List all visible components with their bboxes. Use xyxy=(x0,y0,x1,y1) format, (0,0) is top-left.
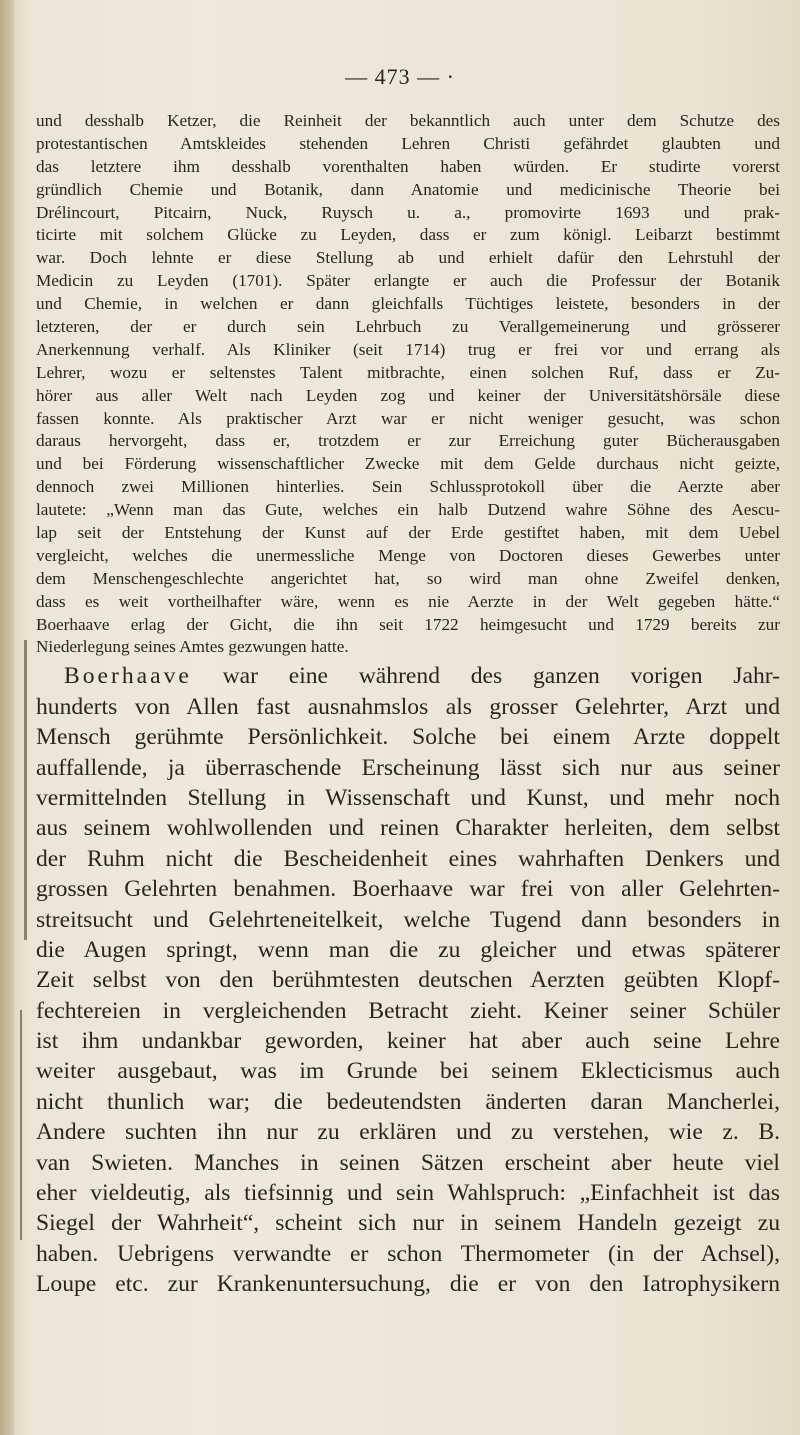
page-number: — 473 — · xyxy=(345,64,455,89)
text-line-first xyxy=(36,661,780,691)
text-line: streitsucht und Gelehrteneitelkeit, welche Tugend dann besonders in xyxy=(36,906,780,933)
large-print-paragraph xyxy=(36,661,780,1299)
spaced-name: Boerhaave xyxy=(64,663,192,690)
page-gutter xyxy=(0,0,14,1435)
text-line: Loupe etc. zur Krankenuntersuchung, die er von den Iatrophysikern xyxy=(36,1271,780,1298)
text-line: gründlich Chemie und Botanik, dann Anatomie und medicinische Theorie bei xyxy=(36,179,780,199)
text-line: Siegel der Wahrheit“, scheint sich nur in seinem Handeln gezeigt zu xyxy=(36,1210,780,1237)
text-line: der Ruhm nicht die Bescheidenheit eines wahrhaften Denkers und xyxy=(36,845,780,872)
text-line: Boerhaave erlag der Gicht, die ihn seit 1722 heimgesucht und 1729 bereits zur xyxy=(36,614,780,634)
text-line: ticirte mit solchem Glücke zu Leyden, dass er zum königl. Leibarzt bestimmt xyxy=(36,225,780,245)
text-line: fechtereien in vergleichenden Betracht zieht. Keiner seiner Schüler xyxy=(36,997,780,1024)
text-line-rest: war eine während des ganzen vorigen Jahr- xyxy=(222,663,780,690)
small-print-paragraph xyxy=(36,110,780,659)
text-line: Lehrer, wozu er seltenstes Talent mitbrachte, einen solchen Ruf, dass er Zu- xyxy=(36,362,780,382)
margin-mark xyxy=(24,640,27,940)
text-line: van Swieten. Manches in seinen Sätzen erscheint aber heute viel xyxy=(36,1149,780,1176)
text-line: Mensch gerühmte Persönlichkeit. Solche bei einem Arzte doppelt xyxy=(36,724,780,751)
text-line: auffallende, ja überraschende Erscheinung lässt sich nur aus seiner xyxy=(36,754,780,781)
page-body xyxy=(36,110,780,1300)
text-line: das letztere ihm desshalb vorenthalten haben würden. Er studirte vorerst xyxy=(36,156,780,176)
text-line: aus seinem wohlwollenden und reinen Charakter herleiten, dem selbst xyxy=(36,815,780,842)
text-line: Anerkennung verhalf. Als Kliniker (seit 1714) trug er frei vor und errang als xyxy=(36,339,780,359)
text-line: protestantischen Amtskleides stehenden Lehren Christi gefährdet glaubten und xyxy=(36,133,780,153)
text-line: fassen konnte. Als praktischer Arzt war er nicht weniger gesucht, was schon xyxy=(36,408,780,428)
text-line: Zeit selbst von den berühmtesten deutschen Aerzten geübten Klopf- xyxy=(36,967,780,994)
text-line: haben. Uebrigens verwandte er schon Thermometer (in der Achsel), xyxy=(36,1240,780,1267)
text-line: dem Menschengeschlechte angerichtet hat, so wird man ohne Zweifel denken, xyxy=(36,568,780,588)
text-line: Andere suchten ihn nur zu erklären und zu verstehen, wie z. B. xyxy=(36,1119,780,1146)
text-line: hörer aus aller Welt nach Leyden zog und keiner der Universitätshörsäle diese xyxy=(36,385,780,405)
text-line: eher vieldeutig, als tiefsinnig und sein Wahlspruch: „Einfachheit ist das xyxy=(36,1180,780,1207)
text-line: ist ihm undankbar geworden, keiner hat aber auch seine Lehre xyxy=(36,1028,780,1055)
margin-mark xyxy=(20,1010,22,1240)
text-line: nicht thunlich war; die bedeutendsten änderten daran Mancherlei, xyxy=(36,1088,780,1115)
text-line: und Chemie, in welchen er dann gleichfalls Tüchtiges leistete, besonders in der xyxy=(36,294,780,314)
text-line: lautete: „Wenn man das Gute, welches ein halb Dutzend wahre Söhne des Aescu- xyxy=(36,500,780,520)
text-line: die Augen springt, wenn man die zu gleicher und etwas späterer xyxy=(36,936,780,963)
text-line: weiter ausgebaut, was im Grunde bei seinem Eklecticismus auch xyxy=(36,1058,780,1085)
text-line: dass es weit vortheilhafter wäre, wenn es nie Aerzte in der Welt gegeben hätte.“ xyxy=(36,591,780,611)
text-line: daraus hervorgeht, dass er, trotzdem er zur Erreichung guter Bücherausgaben xyxy=(36,431,780,451)
text-line: lap seit der Entstehung der Kunst auf der Erde gestiftet haben, mit dem Uebel xyxy=(36,523,780,543)
text-line: letzteren, der er durch sein Lehrbuch zu Verallgemeinerung und grösserer xyxy=(36,317,780,337)
text-line: vermittelnden Stellung in Wissenschaft und Kunst, und mehr noch xyxy=(36,784,780,811)
text-line: Medicin zu Leyden (1701). Später erlangte er auch die Professur der Botanik xyxy=(36,271,780,291)
text-line: grossen Gelehrten benahmen. Boerhaave war frei von aller Gelehrten- xyxy=(36,876,780,903)
text-line: Drélincourt, Pitcairn, Nuck, Ruysch u. a., promovirte 1693 und prak- xyxy=(36,202,780,222)
text-line: hunderts von Allen fast ausnahmslos als grosser Gelehrter, Arzt und xyxy=(36,693,780,720)
text-line: Niederlegung seines Amtes gezwungen hatte. xyxy=(36,637,349,657)
text-line: und bei Förderung wissenschaftlicher Zwecke mit dem Gelde durchaus nicht geizte, xyxy=(36,454,780,474)
text-line: war. Doch lehnte er diese Stellung ab und erhielt dafür den Lehrstuhl der xyxy=(36,248,780,268)
text-line: vergleicht, welches die unermessliche Menge von Doctoren dieses Gewerbes unter xyxy=(36,545,780,565)
text-line: dennoch zwei Millionen hinterlies. Sein Schlussprotokoll über die Aerzte aber xyxy=(36,477,780,497)
text-line: und desshalb Ketzer, die Reinheit der bekanntlich auch unter dem Schutze des xyxy=(36,111,780,130)
